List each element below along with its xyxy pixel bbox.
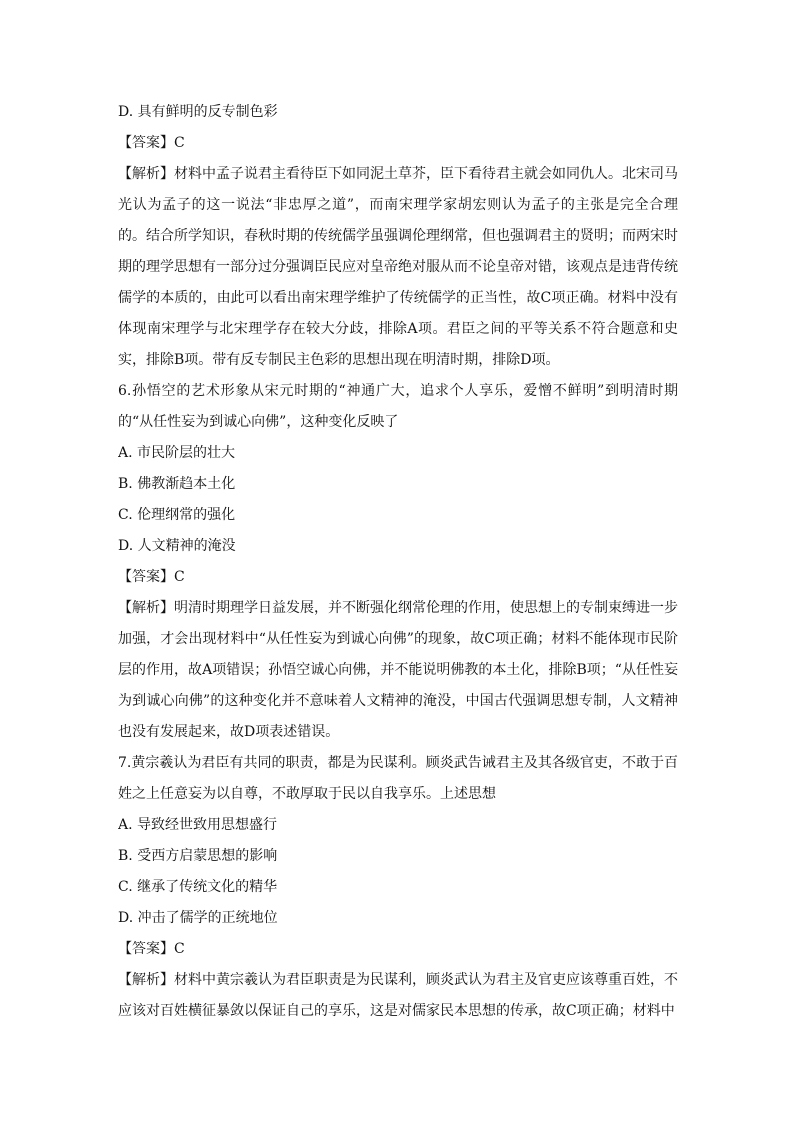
q6-analysis: 【解析】明清时期理学日益发展，并不断强化纲常伦理的作用，使思想上的专制束缚进一步加强，才会出现材料中“从任性妄为到诚心向佛”的现象，故C项正确；材料不能体现市民阶层的作用，故A项错误；孙悟空诚心向佛，并不能说明佛教的本土化，排除B项；“从任性妄为到诚心向佛”的这种变化并不意味着人文精神的淹没，中国古代强调思想专制，人文精神也没有发展起来，故D项表述错误。 bbox=[118, 600, 678, 740]
q6-option-c: C. 伦理纲常的强化 bbox=[118, 507, 236, 523]
q6-stem: 6.孙悟空的艺术形象从宋元时期的“神通广大，追求个人享乐，爱憎不鲜明”到明清时期的“从任性妄为到诚心向佛”，这种变化反映了 bbox=[118, 383, 678, 430]
q7-analysis: 【解析】材料中黄宗羲认为君臣职责是为民谋利，顾炎武认为君主及官吏应该尊重百姓，不应该对百姓横征暴敛以保证自己的享乐，这是对儒家民本思想的传承，故C项正确；材料中 bbox=[118, 972, 678, 1019]
q5-analysis: 【解析】材料中孟子说君主看待臣下如同泥土草芥，臣下看待君主就会如同仇人。北宋司马光认为孟子的这一说法“非忠厚之道”，而南宋理学家胡宏则认为孟子的主张是完全合理的。结合所学知识，春秋时期的传统儒学虽强调伦理纲常，但也强调君主的贤明；而两宋时期的理学思想有一部分过分强调臣民应对皇帝绝对服从而不论皇帝对错，该观点是违背传统儒学的本质的，由此可以看出南宋理学维护了传统儒学的正当性，故C项正确。材料中没有体现南宋理学与北宋理学存在较大分歧，排除A项。君臣之间的平等关系不符合题意和史实，排除B项。带有反专制民主色彩的思想出现在明清时期，排除D项。 bbox=[118, 166, 678, 368]
q7-answer: 【答案】C bbox=[118, 941, 185, 957]
question-5-tail bbox=[118, 97, 678, 376]
q6-answer: 【答案】C bbox=[118, 569, 185, 585]
q5-option-d: D. 具有鲜明的反专制色彩 bbox=[118, 104, 278, 120]
q7-option-b: B. 受西方启蒙思想的影响 bbox=[118, 848, 278, 864]
q6-option-b: B. 佛教渐趋本土化 bbox=[118, 476, 236, 492]
q7-option-a: A. 导致经世致用思想盛行 bbox=[118, 817, 278, 833]
q6-option-d: D. 人文精神的淹没 bbox=[118, 538, 236, 554]
q7-stem: 7.黄宗羲认为君臣有共同的职责，都是为民谋利。顾炎武告诫君主及其各级官吏，不敢于百姓之上任意妄为以自尊，不敢厚取于民以自我享乐。上述思想 bbox=[118, 755, 678, 802]
page-content bbox=[118, 97, 678, 1027]
q7-option-d: D. 冲击了儒学的正统地位 bbox=[118, 910, 278, 926]
q6-option-a: A. 市民阶层的壮大 bbox=[118, 445, 236, 461]
question-7 bbox=[118, 748, 678, 1027]
q7-option-c: C. 继承了传统文化的精华 bbox=[118, 879, 278, 895]
question-6 bbox=[118, 376, 678, 748]
q5-answer: 【答案】C bbox=[118, 135, 185, 151]
